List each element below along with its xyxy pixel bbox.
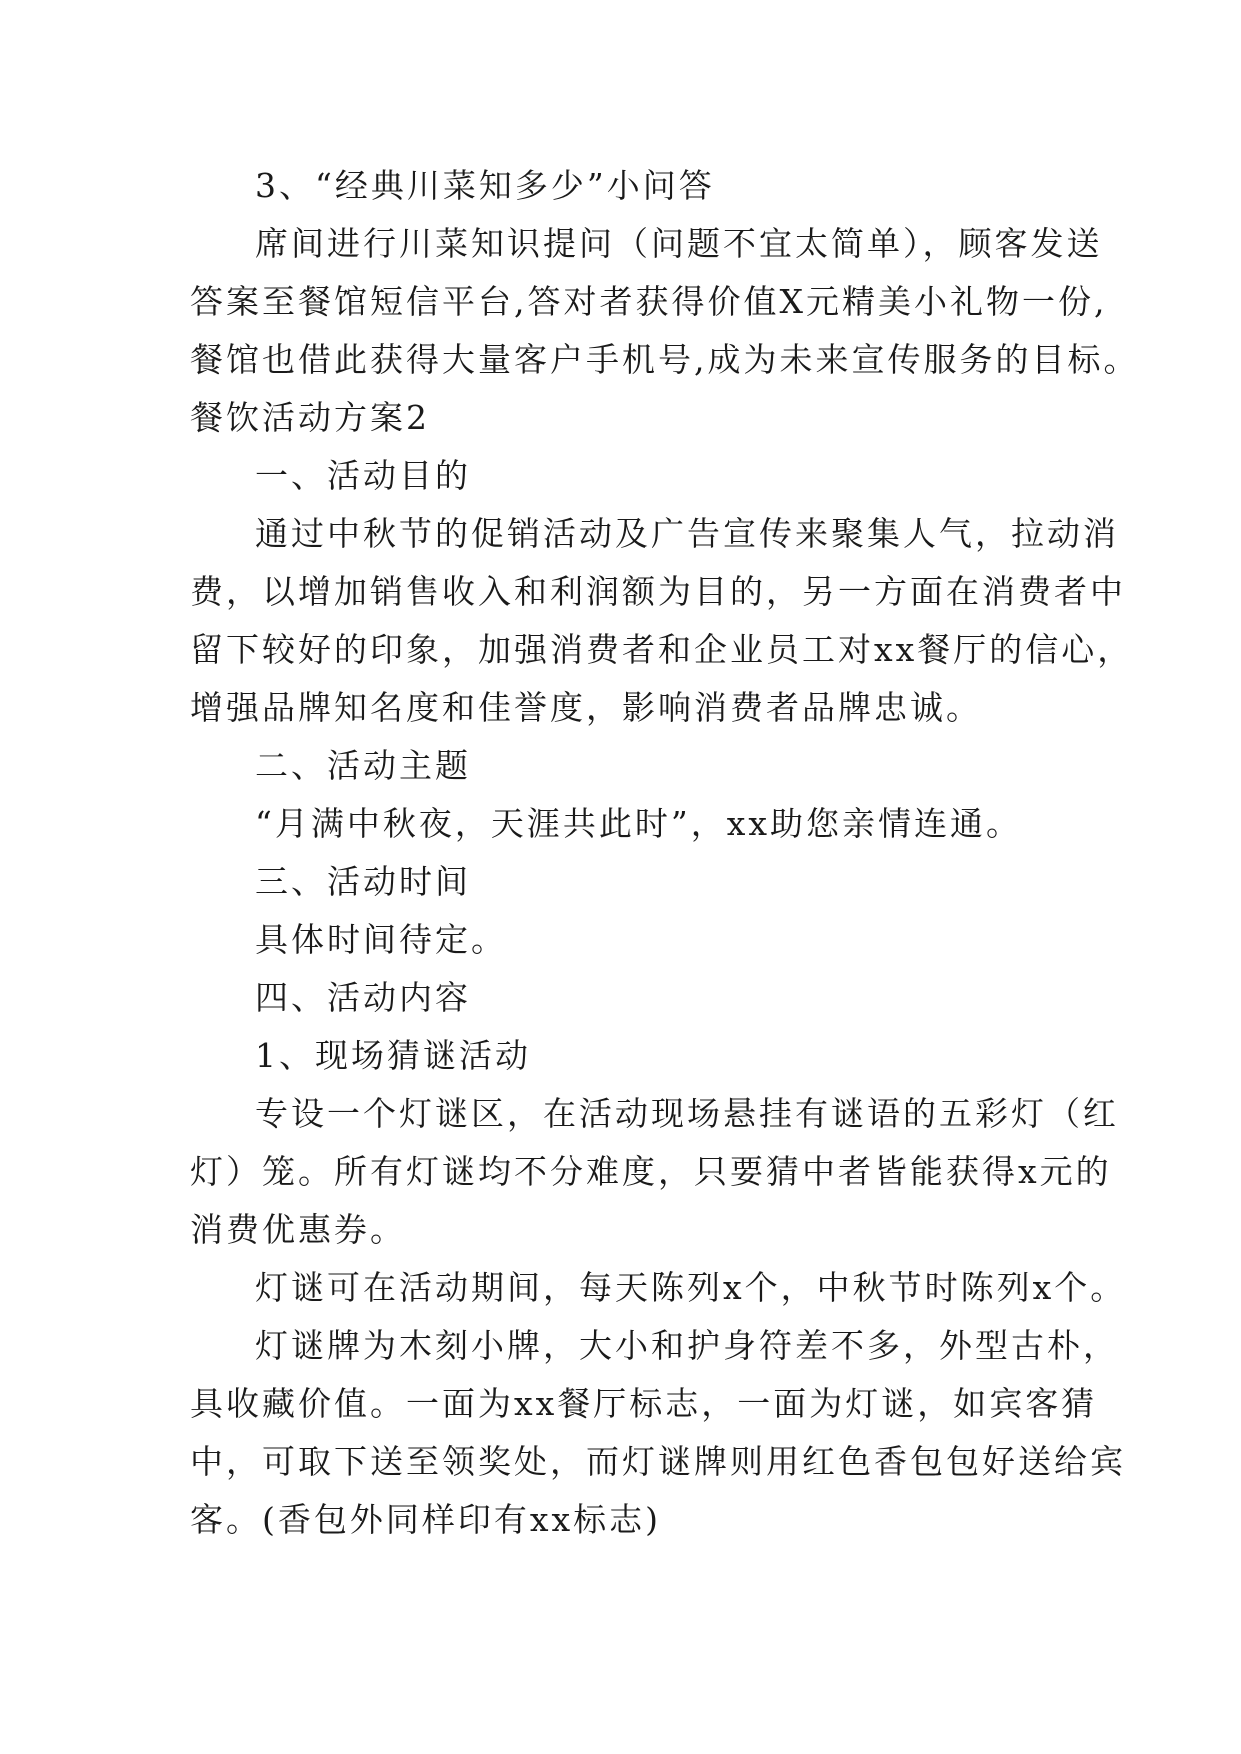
- paragraph-line: 具收藏价值。一面为xx餐厅标志，一面为灯谜，如宾客猜: [190, 1384, 1098, 1423]
- subsection-heading-riddles: 1、现场猜谜活动: [255, 1036, 531, 1075]
- paragraph-line: 具体时间待定。: [255, 920, 507, 959]
- paragraph-line: “月满中秋夜，天涯共此时”，xx助您亲情连通。: [255, 804, 1022, 843]
- paragraph-line: 中，可取下送至领奖处，而灯谜牌则用红色香包包好送给宾: [190, 1442, 1126, 1481]
- section-heading-theme: 二、活动主题: [255, 746, 471, 785]
- paragraph-line: 费，以增加销售收入和利润额为目的，另一方面在消费者中: [190, 572, 1126, 611]
- section-heading-quiz: 3、“经典川菜知多少”小问答: [255, 166, 715, 205]
- paragraph-line: 增强品牌知名度和佳誉度，影响消费者品牌忠诚。: [190, 688, 982, 727]
- plan-title: 餐饮活动方案2: [190, 398, 430, 437]
- paragraph-line: 消费优惠券。: [190, 1210, 406, 1249]
- paragraph-line: 答案至餐馆短信平台,答对者获得价值X元精美小礼物一份,: [190, 282, 1108, 321]
- paragraph-line: 留下较好的印象，加强消费者和企业员工对xx餐厅的信心，: [190, 630, 1134, 669]
- paragraph-line: 席间进行川菜知识提问（问题不宜太简单），顾客发送: [255, 224, 1103, 263]
- paragraph-line: 灯）笼。所有灯谜均不分难度，只要猜中者皆能获得x元的: [190, 1152, 1112, 1191]
- paragraph-line: 专设一个灯谜区，在活动现场悬挂有谜语的五彩灯（红: [255, 1094, 1119, 1133]
- section-heading-content: 四、活动内容: [255, 978, 471, 1017]
- section-heading-purpose: 一、活动目的: [255, 456, 471, 495]
- paragraph-line: 灯谜牌为木刻小牌，大小和护身符差不多，外型古朴，: [255, 1326, 1119, 1365]
- paragraph-line: 通过中秋节的促销活动及广告宣传来聚集人气，拉动消: [255, 514, 1119, 553]
- paragraph-line: 灯谜可在活动期间，每天陈列x个，中秋节时陈列x个。: [255, 1268, 1127, 1307]
- section-heading-time: 三、活动时间: [255, 862, 471, 901]
- paragraph-line: 客。(香包外同样印有xx标志): [190, 1500, 661, 1539]
- paragraph-line: 餐馆也借此获得大量客户手机号,成为未来宣传服务的目标。: [190, 340, 1140, 379]
